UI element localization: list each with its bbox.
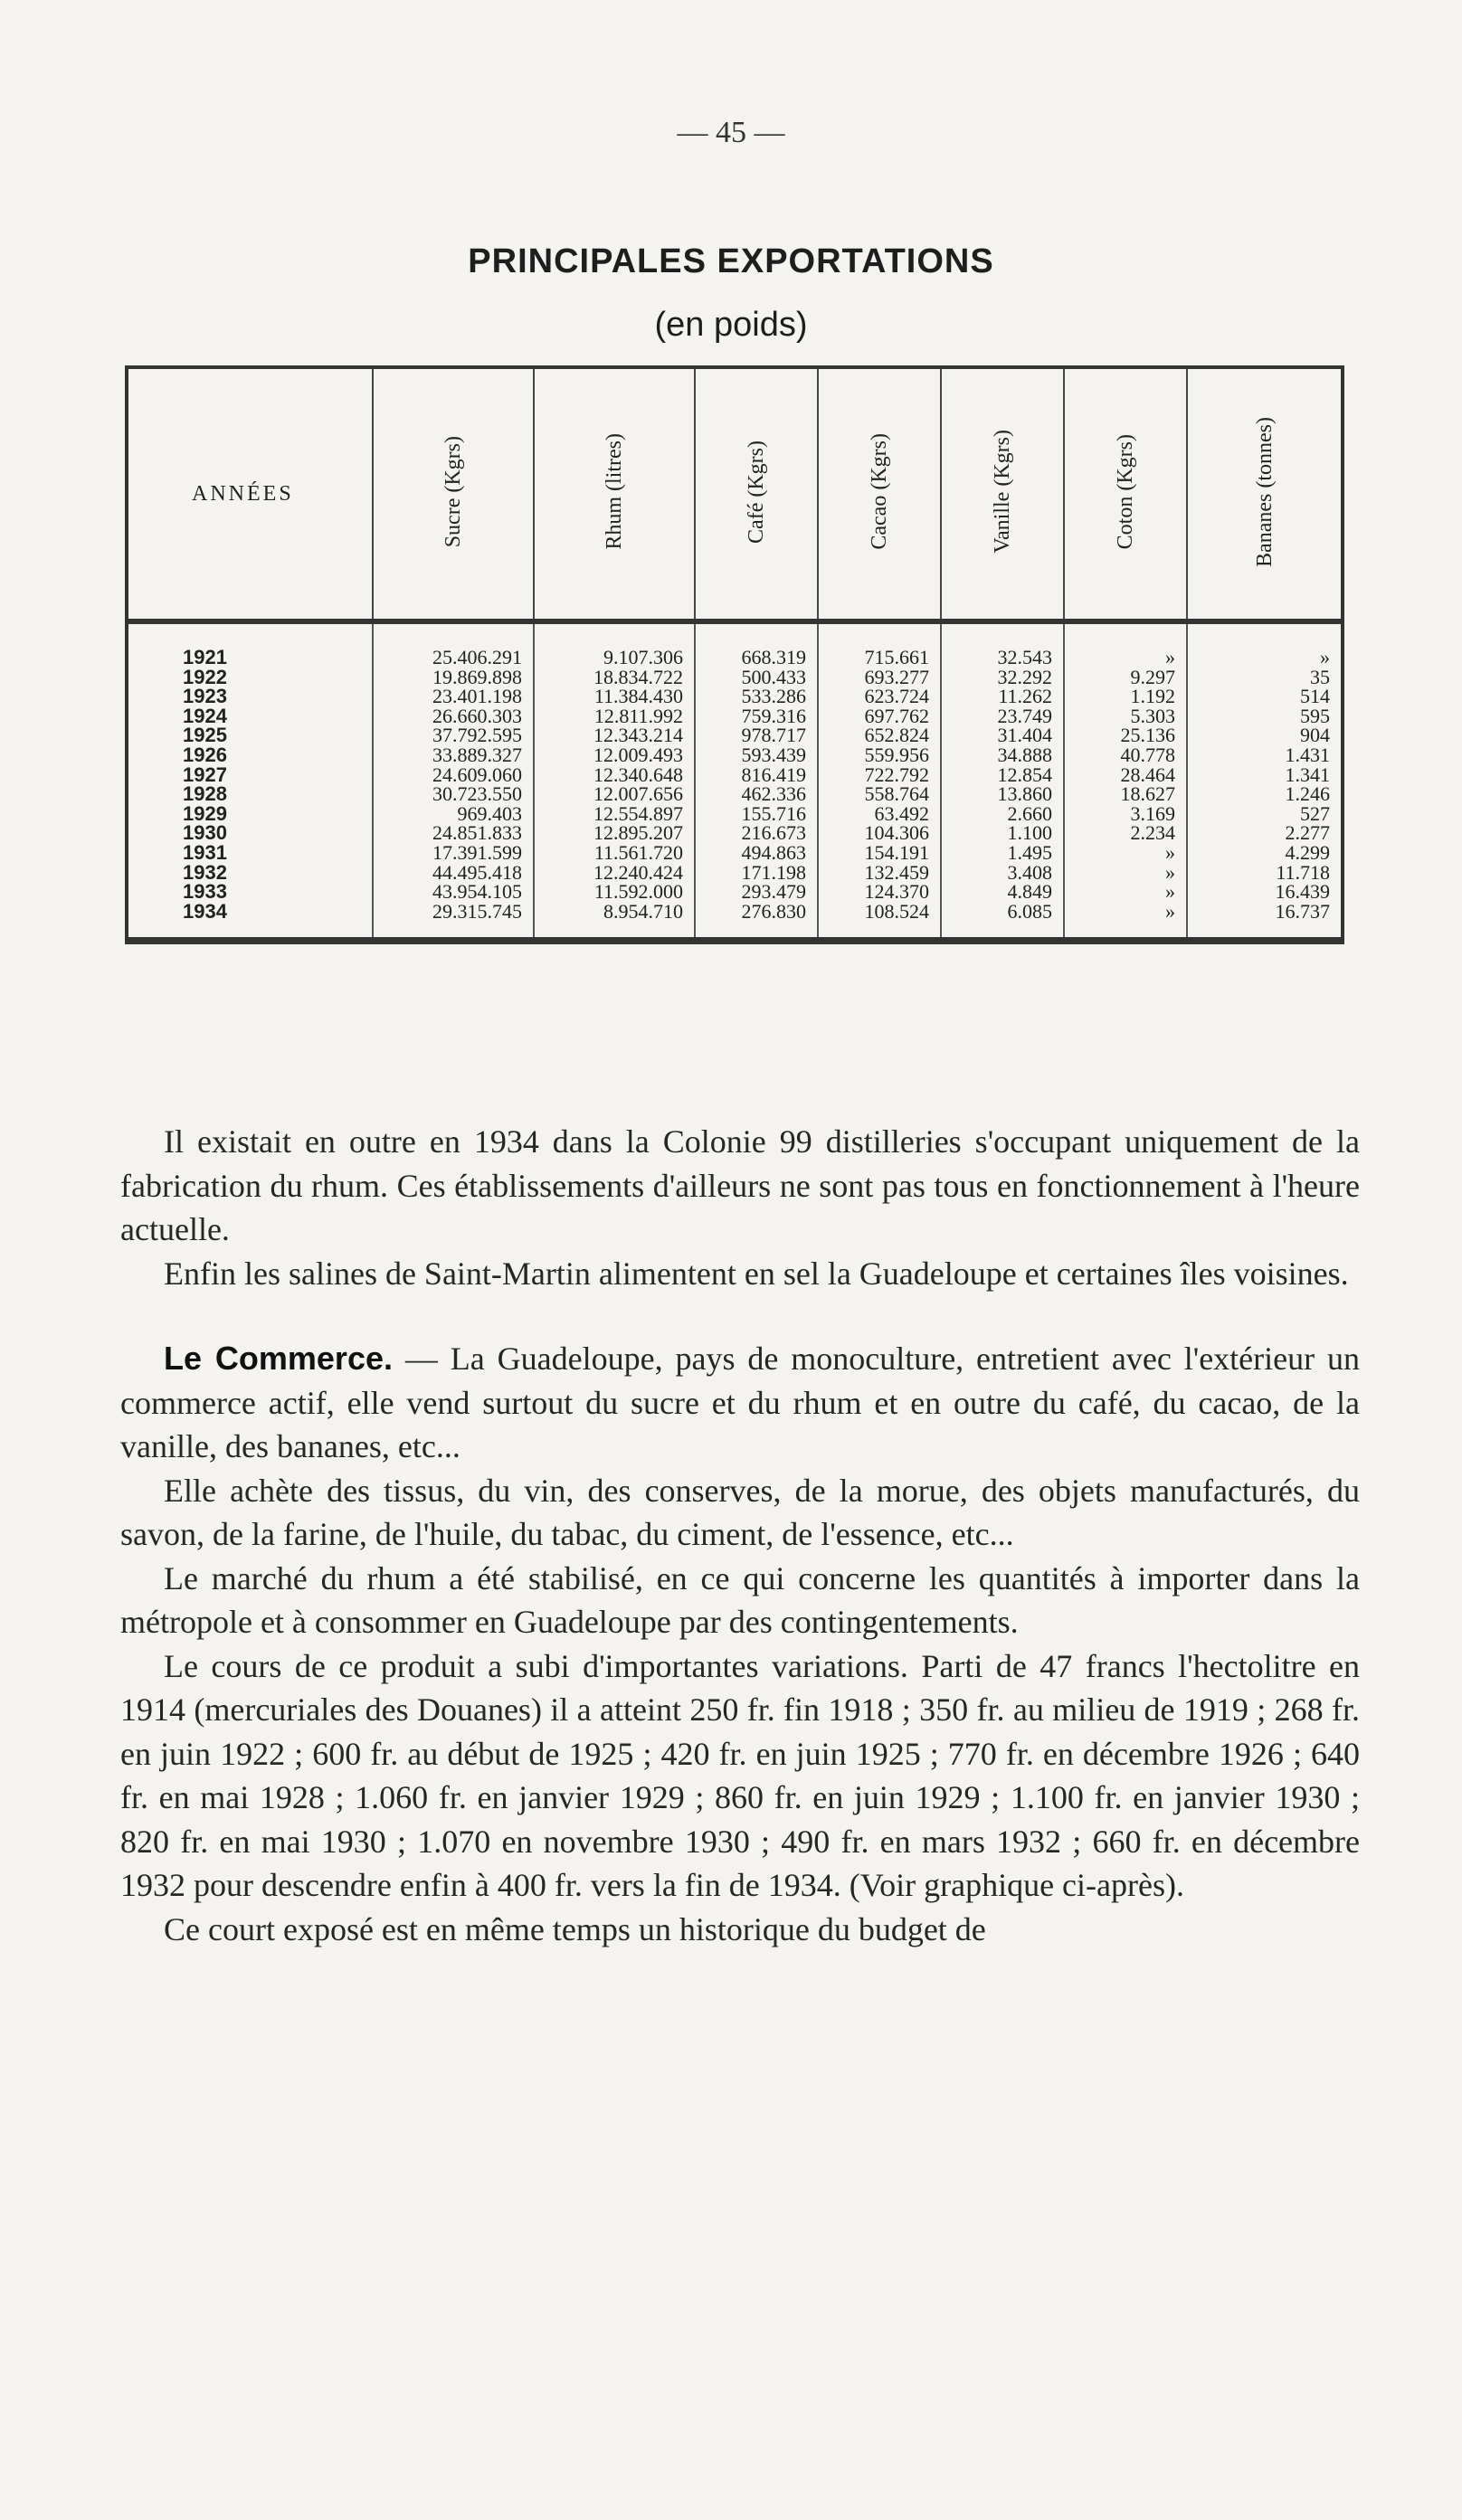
cell-cacao: 63.492 — [818, 804, 941, 824]
cell-cafe: 533.286 — [695, 687, 818, 706]
cell-coton: 18.627 — [1064, 784, 1187, 804]
cell-vanille: 2.660 — [941, 804, 1064, 824]
cell-annee: 1932 — [183, 860, 227, 884]
table-subtitle: (en poids) — [654, 306, 808, 344]
table-row — [128, 882, 1341, 902]
table-row — [128, 706, 1341, 726]
paragraph-salines: Enfin les salines de Saint-Martin alimentent en sel la Guadeloupe et certaines îles voisines. — [164, 1255, 1349, 1292]
cell-cafe: 759.316 — [695, 706, 818, 726]
cell-cafe: 593.439 — [695, 745, 818, 765]
cell-coton: » — [1064, 863, 1187, 883]
cell-rhum: 12.343.214 — [534, 725, 695, 745]
table-row — [128, 804, 1341, 824]
cell-rhum: 12.554.897 — [534, 804, 695, 824]
header-annees: ANNÉES — [128, 369, 373, 621]
body-text — [120, 1120, 1360, 1951]
cell-cacao: 697.762 — [818, 706, 941, 726]
cell-cacao: 154.191 — [818, 843, 941, 863]
cell-rhum: 12.240.424 — [534, 863, 695, 883]
header-coton: Coton (Kgrs) — [1064, 369, 1187, 621]
cell-rhum: 12.340.648 — [534, 765, 695, 785]
cell-coton: 25.136 — [1064, 725, 1187, 745]
cell-annee: 1931 — [183, 840, 227, 864]
cell-sucre: 30.723.550 — [373, 784, 534, 804]
cell-sucre: 43.954.105 — [373, 882, 534, 902]
cell-cacao: 722.792 — [818, 765, 941, 785]
cell-sucre: 29.315.745 — [373, 902, 534, 938]
cell-annee: 1926 — [183, 743, 227, 766]
cell-coton: 40.778 — [1064, 745, 1187, 765]
cell-cacao: 623.724 — [818, 687, 941, 706]
cell-cafe: 494.863 — [695, 843, 818, 863]
header-rhum: Rhum (litres) — [534, 369, 695, 621]
cell-rhum: 12.007.656 — [534, 784, 695, 804]
cell-rhum: 12.811.992 — [534, 706, 695, 726]
paragraph-achats: Elle achète des tissus, du vin, des conserves, de la morue, des objets manufacturés, du savon, de la farine, de l'huile, du tabac, du ciment, de l'essence, etc... — [120, 1472, 1360, 1552]
cell-bananes: 16.737 — [1187, 902, 1341, 938]
table-row — [128, 668, 1341, 687]
cell-annee: 1930 — [183, 821, 227, 845]
cell-annee: 1921 — [183, 646, 227, 668]
cell-coton: 28.464 — [1064, 765, 1187, 785]
cell-cafe: 171.198 — [695, 863, 818, 883]
cell-bananes: 16.439 — [1187, 882, 1341, 902]
cell-vanille: 32.292 — [941, 668, 1064, 687]
cell-vanille: 11.262 — [941, 687, 1064, 706]
table-row — [128, 621, 1341, 668]
cell-coton: » — [1064, 621, 1187, 668]
cell-bananes: 1.341 — [1187, 765, 1341, 785]
cell-coton: » — [1064, 902, 1187, 938]
commerce-text: — La Guadeloupe, pays de monoculture, entretient avec l'extérieur un commerce actif, elle vend surtout du sucre et du rhum et en outre du café, du cacao, de la vanille, des bananes, etc... — [120, 1341, 1360, 1464]
cell-cafe: 276.830 — [695, 902, 818, 938]
section-heading-commerce: Le Commerce. — [164, 1340, 393, 1377]
cell-vanille: 32.543 — [941, 621, 1064, 668]
cell-sucre: 37.792.595 — [373, 725, 534, 745]
cell-vanille: 1.100 — [941, 823, 1064, 843]
cell-cacao: 124.370 — [818, 882, 941, 902]
exports-table — [125, 365, 1344, 944]
cell-bananes: 11.718 — [1187, 863, 1341, 883]
cell-bananes: 4.299 — [1187, 843, 1341, 863]
cell-sucre: 25.406.291 — [373, 621, 534, 668]
cell-sucre: 19.869.898 — [373, 668, 534, 687]
cell-rhum: 11.592.000 — [534, 882, 695, 902]
cell-annee: 1925 — [183, 724, 227, 747]
table-row — [128, 823, 1341, 843]
table-row — [128, 902, 1341, 938]
cell-coton: 2.234 — [1064, 823, 1187, 843]
cell-rhum: 11.384.430 — [534, 687, 695, 706]
cell-sucre: 24.851.833 — [373, 823, 534, 843]
cell-coton: 5.303 — [1064, 706, 1187, 726]
cell-annee: 1922 — [183, 665, 227, 688]
cell-cacao: 693.277 — [818, 668, 941, 687]
cell-bananes: » — [1187, 621, 1341, 668]
table-row — [128, 745, 1341, 765]
cell-coton: 1.192 — [1064, 687, 1187, 706]
table-row — [128, 725, 1341, 745]
cell-sucre: 44.495.418 — [373, 863, 534, 883]
cell-rhum: 11.561.720 — [534, 843, 695, 863]
table-row — [128, 765, 1341, 785]
cell-coton: 9.297 — [1064, 668, 1187, 687]
cell-vanille: 34.888 — [941, 745, 1064, 765]
cell-cafe: 500.433 — [695, 668, 818, 687]
table-title: PRINCIPALES EXPORTATIONS — [468, 242, 994, 280]
cell-cacao: 108.524 — [818, 902, 941, 938]
cell-cacao: 652.824 — [818, 725, 941, 745]
cell-bananes: 527 — [1187, 804, 1341, 824]
cell-coton: 3.169 — [1064, 804, 1187, 824]
cell-cacao: 559.956 — [818, 745, 941, 765]
cell-coton: » — [1064, 843, 1187, 863]
cell-vanille: 3.408 — [941, 863, 1064, 883]
cell-vanille: 6.085 — [941, 902, 1064, 938]
cell-cafe: 816.419 — [695, 765, 818, 785]
paragraph-budget: Ce court exposé est en même temps un historique du budget de — [164, 1910, 986, 1947]
cell-bananes: 1.431 — [1187, 745, 1341, 765]
cell-vanille: 23.749 — [941, 706, 1064, 726]
table-row — [128, 843, 1341, 863]
header-cacao: Cacao (Kgrs) — [818, 369, 941, 621]
table-row — [128, 687, 1341, 706]
table-body — [128, 621, 1341, 937]
cell-rhum: 12.895.207 — [534, 823, 695, 843]
cell-annee: 1933 — [183, 880, 227, 904]
cell-cafe: 978.717 — [695, 725, 818, 745]
page-number: — 45 — — [677, 116, 785, 149]
cell-cacao: 715.661 — [818, 621, 941, 668]
cell-rhum: 12.009.493 — [534, 745, 695, 765]
cell-bananes: 595 — [1187, 706, 1341, 726]
paragraph-marche-rhum: Le marché du rhum a été stabilisé, en ce qui concerne les quantités à importer dans la métropole et à consommer en Guadeloupe par des contingentements. — [120, 1559, 1360, 1640]
cell-sucre: 24.609.060 — [373, 765, 534, 785]
paragraph-distilleries: Il existait en outre en 1934 dans la Colonie 99 distilleries s'occupant uniquement de la fabrication du rhum. Ces établissements d'ailleurs ne sont pas tous en fonctionnement à l'heure actuelle. — [120, 1123, 1360, 1247]
cell-annee: 1924 — [183, 704, 227, 727]
cell-cafe: 155.716 — [695, 804, 818, 824]
cell-cacao: 558.764 — [818, 784, 941, 804]
cell-bananes: 1.246 — [1187, 784, 1341, 804]
cell-sucre: 33.889.327 — [373, 745, 534, 765]
cell-vanille: 1.495 — [941, 843, 1064, 863]
table-row — [128, 863, 1341, 883]
cell-bananes: 514 — [1187, 687, 1341, 706]
cell-vanille: 12.854 — [941, 765, 1064, 785]
cell-rhum: 9.107.306 — [534, 621, 695, 668]
cell-rhum: 8.954.710 — [534, 902, 695, 938]
cell-cacao: 132.459 — [818, 863, 941, 883]
cell-bananes: 35 — [1187, 668, 1341, 687]
cell-annee: 1934 — [183, 899, 227, 923]
cell-cacao: 104.306 — [818, 823, 941, 843]
cell-sucre: 969.403 — [373, 804, 534, 824]
table-row — [128, 784, 1341, 804]
header-cafe: Café (Kgrs) — [695, 369, 818, 621]
header-sucre: Sucre (Kgrs) — [373, 369, 534, 621]
cell-vanille: 13.860 — [941, 784, 1064, 804]
cell-vanille: 4.849 — [941, 882, 1064, 902]
cell-rhum: 18.834.722 — [534, 668, 695, 687]
header-vanille: Vanille (Kgrs) — [941, 369, 1064, 621]
cell-cafe: 462.336 — [695, 784, 818, 804]
cell-annee: 1927 — [183, 763, 227, 786]
cell-bananes: 2.277 — [1187, 823, 1341, 843]
paragraph-commerce — [120, 1337, 1360, 1469]
cell-vanille: 31.404 — [941, 725, 1064, 745]
cell-cafe: 216.673 — [695, 823, 818, 843]
cell-coton: » — [1064, 882, 1187, 902]
cell-cafe: 668.319 — [695, 621, 818, 668]
header-bananes: Bananes (tonnes) — [1187, 369, 1341, 621]
cell-annee: 1923 — [183, 685, 227, 708]
cell-sucre: 26.660.303 — [373, 706, 534, 726]
cell-bananes: 904 — [1187, 725, 1341, 745]
cell-sucre: 23.401.198 — [373, 687, 534, 706]
paragraph-cours-rhum: Le cours de ce produit a subi d'importantes variations. Parti de 47 francs l'hectolitre en 1914 (mercuriales des Douanes) il a atteint 250 fr. fin 1918 ; 350 fr. au milieu de 1919 ; 268 fr. en juin 1922 ; 600 fr. au début de 1925 ; 420 fr. en juin 1925 ; 770 fr. en décembre 1926 ; 640 fr. en mai 1928 ; 1.060 fr. en janvier 1929 ; 860 fr. en juin 1929 ; 1.100 fr. en janvier 1930 ; 820 fr. en mai 1930 ; 1.070 en novembre 1930 ; 490 fr. en mars 1932 ; 660 fr. en décembre 1932 pour descendre enfin à 400 fr. vers la fin de 1934. (Voir graphique ci-après). — [120, 1647, 1360, 1903]
cell-annee: 1928 — [183, 782, 227, 806]
cell-sucre: 17.391.599 — [373, 843, 534, 863]
cell-cafe: 293.479 — [695, 882, 818, 902]
cell-annee: 1929 — [183, 801, 227, 825]
